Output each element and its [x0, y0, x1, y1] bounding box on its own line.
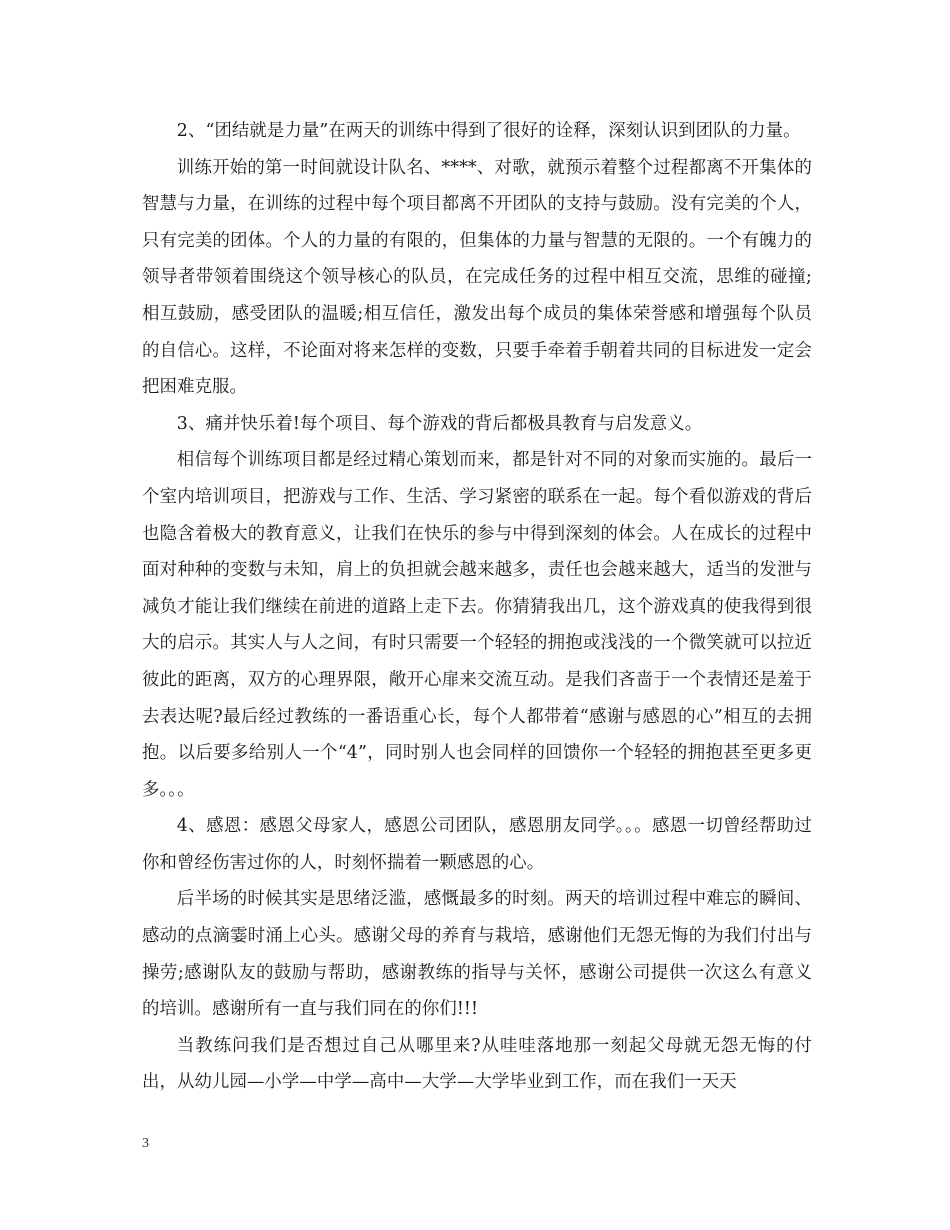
paragraph-coach-question: 当教练问我们是否想过自己从哪里来?从哇哇落地那一刻起父母就无怨无悔的付出，从幼儿园—小学—中学—高中—大学—大学毕业到工作，而在我们一天天 [142, 1035, 812, 1093]
page-number: 3 [142, 1136, 149, 1151]
page-body [142, 113, 812, 1101]
paragraph-point-3: 3、痛并快乐着!每个项目、每个游戏的背后都极具教育与启发意义。 [176, 413, 703, 434]
paragraph-point-2: 2、“团结就是力量”在两天的训练中得到了很好的诠释，深刻认识到团队的力量。 [176, 121, 801, 141]
paragraph-gratitude: 后半场的时候其实是思绪泛滥，感慨最多的时刻。两天的培训过程中难忘的瞬间、感动的点滴霎时涌上心头。感谢父母的养育与栽培，感谢他们无怨无悔的为我们付出与操劳;感谢队友的鼓励与帮助，感谢教练的指导与关怀，感谢公司提供一次这么有意义的培训。感谢所有一直与我们同在的你们!!! [142, 889, 812, 1020]
paragraph-point-4: 4、感恩：感恩父母家人，感恩公司团队，感恩朋友同学。。。感恩一切曾经帮助过你和曾经伤害过你的人，时刻怀揣着一颗感恩的心。 [142, 816, 812, 873]
paragraph-training-games: 相信每个训练项目都是经过精心策划而来，都是针对不同的对象而实施的。最后一个室内培训项目，把游戏与工作、生活、学习紧密的联系在一起。每个看似游戏的背后也隐含着极大的教育意义，让我们在快乐的参与中得到深刻的体会。人在成长的过程中面对种种的变数与未知，肩上的负担就会越来越多，责任也会越来越大，适当的发泄与减负才能让我们继续在前进的道路上走下去。你猜猜我出几，这个游戏真的使我得到很大的启示。其实人与人之间，有时只需要一个轻轻的拥抱或浅浅的一个微笑就可以拉近彼此的距离，双方的心理界限，敞开心扉来交流互动。是我们吝啬于一个表情还是羞于去表达呢?最后经过教练的一番语重心长，每个人都带着“感谢与感恩的心”相互的去拥抱。以后要多给别人一个“4”，同时别人也会同样的回馈你一个轻轻的拥抱甚至更多更多。。。 [142, 450, 812, 800]
paragraph-teamwork: 训练开始的第一时间就设计队名、****、对歌，就预示着整个过程都离不开集体的智慧与力量，在训练的过程中每个项目都离不开团队的支持与鼓励。没有完美的个人，只有完美的团体。个人的力量的有限的，但集体的力量与智慧的无限的。一个有魄力的领导者带领着围绕这个领导核心的队员，在完成任务的过程中相互交流，思维的碰撞;相互鼓励，感受团队的温暖;相互信任，激发出每个成员的集体荣誉感和增强每个队员的自信心。这样，不论面对将来怎样的变数，只要手牵着手朝着共同的目标进发一定会把困难克服。 [142, 157, 812, 398]
